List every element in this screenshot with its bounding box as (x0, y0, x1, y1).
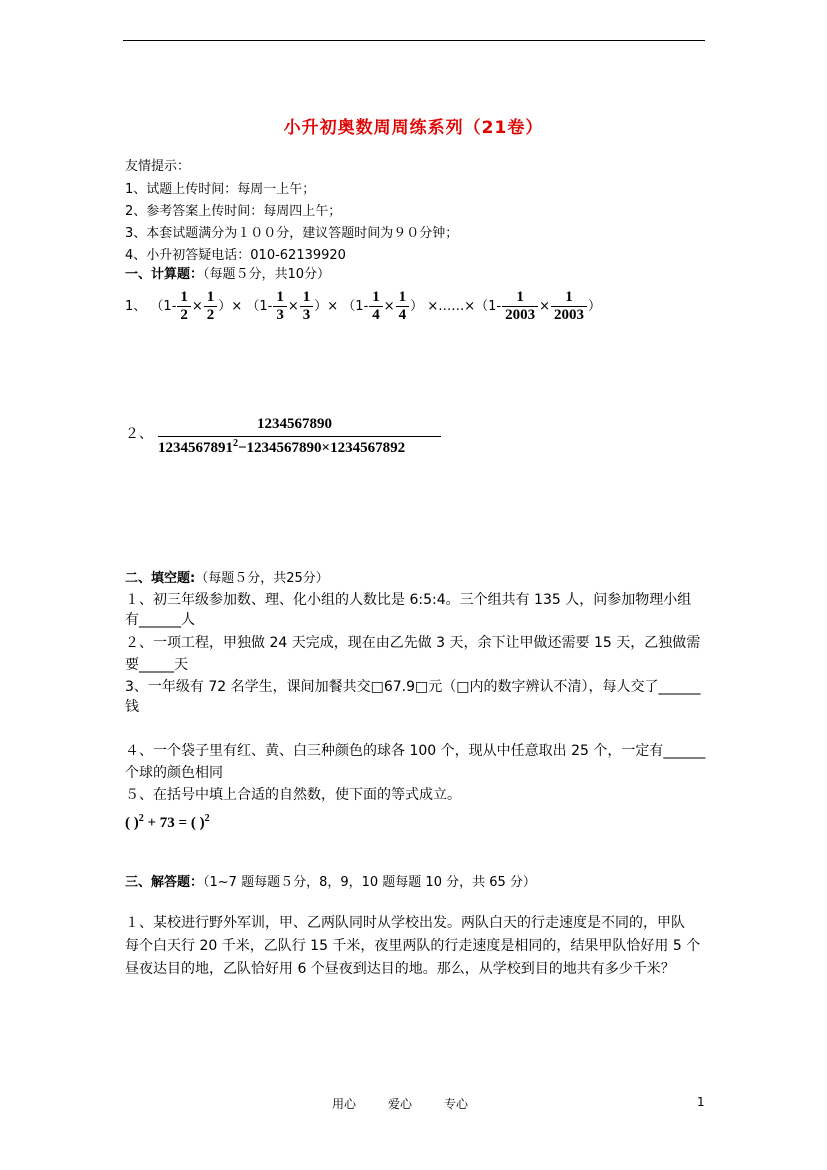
q1-times: × (539, 299, 550, 314)
q1-times: × (191, 299, 203, 314)
q1-dots: ×……× (427, 299, 476, 314)
q1-fraction: $\frac{1}{4}$ (396, 289, 410, 324)
q1-times: × (383, 299, 395, 314)
page-number: 1 (697, 1095, 705, 1109)
q1-times: × (327, 299, 339, 314)
q1-open-2: （1- (246, 299, 273, 314)
tips-header: 友情提示： (125, 159, 191, 174)
tip-2: 2、参考答案上传时间：每周四上午； (125, 204, 342, 219)
q1-open-4: （1- (475, 299, 502, 314)
q1-fraction: $\frac{1}{4}$ (369, 289, 383, 324)
tip-1: 1、试题上传时间：每周一上午； (125, 182, 316, 197)
q1-fraction: $\frac{1}{2}$ (204, 289, 218, 324)
q1-close: ） (314, 299, 328, 314)
q5-equation: ( )$^2$ + 73 = ( )$^2$ (125, 813, 210, 831)
q1-open-1: （1- (150, 299, 177, 314)
s2-line-6: 钱 (125, 699, 139, 715)
tip-4: 4、小升初答疑电话：010-62139920 (125, 248, 346, 263)
q1-number: 1、 (125, 299, 147, 314)
q1-fraction: $\frac{1}{3}$ (300, 289, 314, 324)
s2-line-2: 有______人 (125, 612, 195, 628)
section2-heading (125, 569, 329, 589)
s2-line-7: ４、一个袋子里有红、黄、白三种颜色的球各 100 个，现从中任意取出 25 个，一定有______ (125, 743, 706, 759)
s3-line-3: 昼夜达目的地，乙队恰好用 6 个昼夜到达目的地。那么，从学校到目的地共有多少千米？ (125, 961, 675, 977)
q2-fraction-bar (158, 436, 441, 437)
section2-title: 二、填空题: (125, 571, 196, 586)
section2-note: （每题５分，共25分） (195, 571, 329, 586)
q1-fraction: $\frac{1}{3}$ (273, 289, 287, 324)
footer-text-1: 用心 (332, 1097, 357, 1111)
section3-heading (125, 873, 536, 893)
section3-title: 三、解答题： (125, 875, 204, 890)
footer-text-3: 专心 (444, 1097, 469, 1111)
section1-title: 一、计算题： (125, 267, 204, 282)
q1-fraction: $\frac{1}{2003}$ (502, 289, 538, 324)
q1-times: × (287, 299, 299, 314)
s2-line-8: 个球的颜色相同 (125, 765, 223, 781)
tip-3: 3、本套试题满分为１００分，建议答题时间为９０分钟； (125, 226, 459, 241)
header-rule (123, 40, 705, 41)
section1-note: （每题５分，共10分） (203, 267, 331, 282)
q2-denominator: $1234567891^2-1234567890\times 1234567892$ (158, 438, 406, 456)
q1-close: ） (410, 299, 424, 314)
footer-text-2: 爱心 (388, 1097, 413, 1111)
q1-fraction: $\frac{1}{2003}$ (551, 289, 587, 324)
section1-heading (125, 265, 330, 285)
s3-line-1: １、某校进行野外军训，甲、乙两队同时从学校出发。两队白天的行走速度是不同的，甲队 (125, 915, 685, 931)
q1-fraction: $\frac{1}{2}$ (177, 289, 191, 324)
section3-note: （1~7 题每题５分，8，9，10 题每题 10 分，共 65 分） (203, 875, 536, 890)
page-title: 小升初奥数周周练系列（21卷） (283, 118, 544, 138)
s2-line-4: 要_____天 (125, 657, 188, 673)
q1-open-3: （1- (342, 299, 369, 314)
q1-times: × (231, 299, 243, 314)
q1-close: ） (218, 299, 232, 314)
q1-expression (125, 288, 601, 326)
s2-line-1: １、初三年级参加数、理、化小组的人数比是 6:5:4。三个组共有 135 人，问参加物理小组 (125, 592, 692, 608)
s2-line-9: ５、在括号中填上合适的自然数，使下面的等式成立。 (125, 787, 461, 803)
s2-line-5: 3、一年级有 72 名学生，课间加餐共交□67.9□元（□内的数字辨认不清），每人交了______ (125, 679, 701, 695)
s2-line-3: ２、一项工程，甲独做 24 天完成，现在由乙先做 3 天，余下让甲做还需要 15 天，乙独做需 (125, 635, 701, 651)
q2-numerator: 1234567890 (257, 416, 332, 432)
s3-line-2: 每个白天行 20 千米，乙队行 15 千米，夜里两队的行走速度是相同的，结果甲队恰好用 5 个 (125, 938, 701, 954)
q2-number: ２、 (125, 426, 153, 442)
q1-close: ） (588, 299, 602, 314)
